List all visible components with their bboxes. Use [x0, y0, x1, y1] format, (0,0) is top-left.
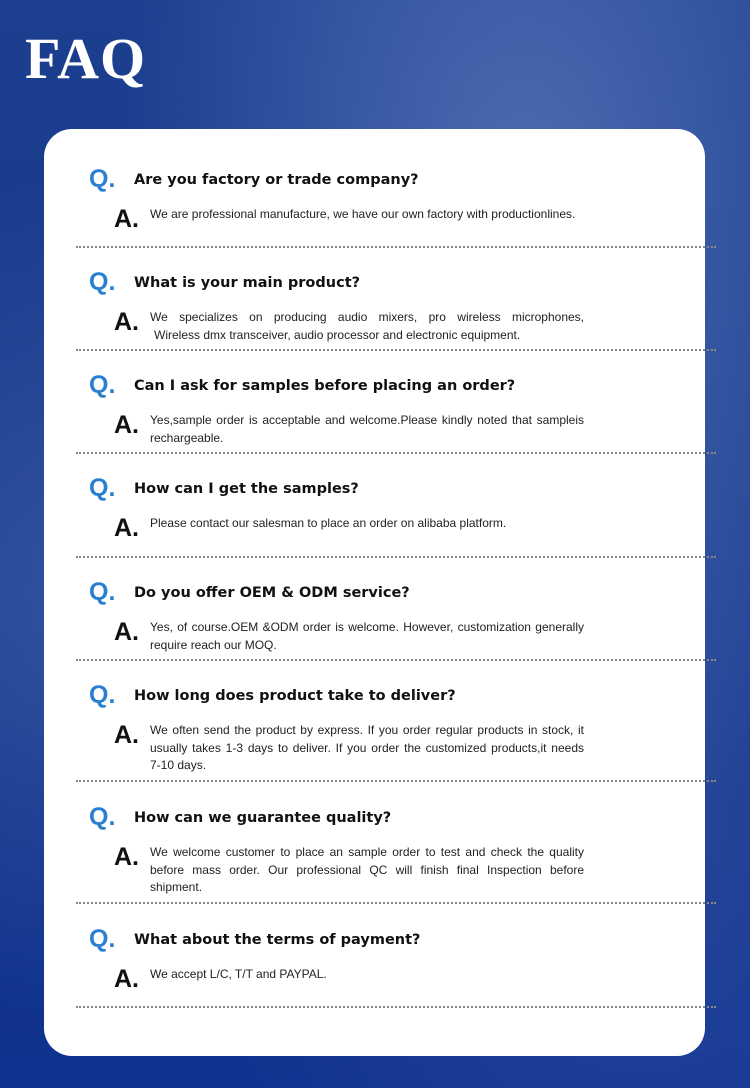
answer-text [150, 412, 584, 447]
answer-text [150, 309, 584, 344]
faq-item [76, 802, 716, 904]
question-mark: Q. [89, 165, 116, 193]
answer-mark: A. [114, 308, 139, 336]
answer-line: Wireless dmx transceiver, audio processor and electronic equipment. [154, 327, 521, 342]
faq-card [44, 129, 705, 1056]
question-mark: Q. [89, 681, 116, 709]
answer-line: Yes, of course.OEM &ODM order is welcome. However, customization generally [150, 620, 584, 634]
answer-mark: A. [114, 843, 139, 871]
answer-line: We specializes on producing audio mixers, pro wireless microphones, [150, 310, 584, 324]
faq-item [76, 577, 716, 661]
question-text: What about the terms of payment? [134, 932, 421, 948]
question-mark: Q. [89, 925, 116, 953]
question-text: How can I get the samples? [134, 481, 359, 497]
faq-item [76, 370, 716, 454]
answer-mark: A. [114, 514, 139, 542]
answer-mark: A. [114, 721, 139, 749]
answer-mark: A. [114, 411, 139, 439]
answer-line: 7-10 days. [150, 758, 207, 772]
question-mark: Q. [89, 371, 116, 399]
answer-text [150, 619, 584, 654]
question-text: Do you offer OEM & ODM service? [134, 585, 410, 601]
question-text: Are you factory or trade company? [134, 172, 419, 188]
faq-item [76, 267, 716, 351]
question-text: How long does product take to deliver? [134, 688, 456, 704]
faq-item [76, 473, 716, 558]
answer-line: shipment. [150, 880, 203, 894]
answer-line: require reach our MOQ. [150, 637, 277, 652]
answer-line: We accept L/C, T/T and PAYPAL. [150, 967, 327, 981]
question-text: What is your main product? [134, 275, 361, 291]
answer-mark: A. [114, 965, 139, 993]
answer-line: Please contact our salesman to place an order on alibaba platform. [150, 516, 507, 530]
answer-text [150, 722, 584, 775]
faq-item [76, 924, 716, 1008]
answer-mark: A. [114, 618, 139, 646]
page-title: FAQ [25, 26, 147, 91]
answer-line: We often send the product by express. If you order regular products in stock, it [150, 723, 584, 737]
question-mark: Q. [89, 578, 116, 606]
answer-mark: A. [114, 205, 139, 233]
answer-text [150, 206, 584, 224]
question-mark: Q. [89, 474, 116, 502]
faq-item [76, 680, 716, 782]
answer-line: We welcome customer to place an sample order to test and check the quality [150, 845, 584, 859]
answer-line: Yes,sample order is acceptable and welcome.Please kindly noted that sampleis [150, 413, 584, 427]
answer-text [150, 515, 584, 533]
question-mark: Q. [89, 803, 116, 831]
question-mark: Q. [89, 268, 116, 296]
answer-line: before mass order. Our professional QC will finish final Inspection before [150, 862, 584, 877]
answer-text [150, 966, 584, 984]
question-text: Can I ask for samples before placing an order? [134, 378, 516, 394]
answer-line: rechargeable. [150, 430, 224, 445]
faq-item [76, 164, 716, 248]
question-text: How can we guarantee quality? [134, 810, 392, 826]
answer-line: We are professional manufacture, we have our own factory with productionlines. [150, 207, 576, 221]
answer-text [150, 844, 584, 897]
answer-line: usually takes 1-3 days to deliver. If you order the customized products,it needs [150, 740, 584, 755]
